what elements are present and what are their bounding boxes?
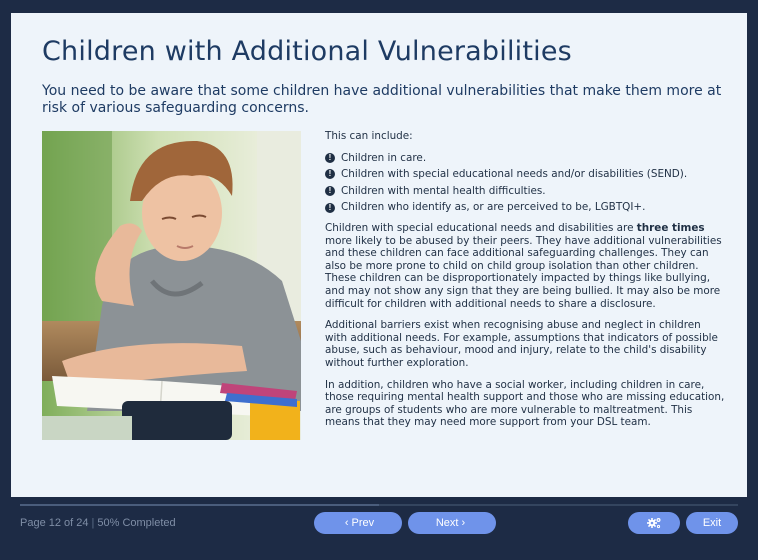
- next-label: Next: [435, 517, 459, 529]
- separator: |: [91, 517, 95, 529]
- paragraph-social-worker: In addition, children who have a social worker, including children in care, those requiring mental health support and those who are missing education, are groups of students who are more vulnerable to maltreatment. This means that they may need more support from your DSL team.: [325, 378, 725, 429]
- paragraph-send: [325, 222, 725, 310]
- gears-icon: [646, 516, 662, 530]
- boy-studying-photo: [42, 131, 301, 440]
- exclamation-circle-icon: !: [325, 169, 335, 179]
- footer-bar: [0, 497, 758, 560]
- page-info: [20, 517, 176, 529]
- list-item-text: Children in care.: [341, 151, 427, 164]
- progress-bar: [20, 504, 738, 506]
- list-item-text: Children who identify as, or are perceived to be, LGBTQI+.: [341, 201, 646, 214]
- list-item-text: Children with mental health difficulties.: [341, 184, 546, 197]
- list-item: [325, 168, 725, 181]
- vulnerability-list: [325, 152, 725, 214]
- exit-button[interactable]: [686, 512, 738, 534]
- paragraph-send-start: Children with special educational needs and disabilities are: [325, 221, 637, 234]
- completion-status: 50% Completed: [97, 517, 176, 529]
- next-button[interactable]: [408, 512, 496, 534]
- list-item: [325, 201, 725, 214]
- slide-panel: [11, 13, 747, 497]
- exclamation-circle-icon: !: [325, 153, 335, 163]
- paragraph-barriers: Additional barriers exist when recognising abuse and neglect in children with additional needs. For example, assumptions that indicators of possible abuse, such as behaviour, mood and injury, relate to the child's disability without further exploration.: [325, 319, 718, 369]
- page-title: Children with Additional Vulnerabilities: [42, 36, 572, 67]
- list-item: [325, 185, 725, 198]
- chevron-right-icon: ›: [461, 517, 466, 529]
- exclamation-circle-icon: !: [325, 186, 335, 196]
- prev-button[interactable]: [314, 512, 402, 534]
- chevron-left-icon: ‹: [344, 517, 349, 529]
- intro-text: You need to be aware that some children have additional vulnerabilities that make them more at risk of various safeguarding concerns.: [42, 83, 722, 116]
- progress-fill: [20, 504, 379, 506]
- paragraph-send-rest: more likely to be abused by their peers. They have additional vulnerabilities and these children can face additional safeguarding challenges. They can also be more prone to child on child group isolation than other children. These children can be disproportionately impacted by things like bullying, and may not show any sign that they are being bullied. It may also be more difficult for children with additional needs to share a disclosure.: [325, 234, 722, 310]
- list-item: [325, 152, 725, 165]
- paragraph-send-emphasis: three times: [636, 221, 705, 234]
- exit-label: Exit: [702, 517, 722, 529]
- exclamation-circle-icon: !: [325, 203, 335, 213]
- list-lead: This can include:: [325, 130, 413, 142]
- prev-label: Prev: [351, 517, 375, 529]
- settings-button[interactable]: [628, 512, 680, 534]
- list-item-text: Children with special educational needs and/or disabilities (SEND).: [341, 168, 688, 181]
- content-body: [325, 130, 725, 438]
- page-number: Page 12 of 24: [20, 517, 89, 529]
